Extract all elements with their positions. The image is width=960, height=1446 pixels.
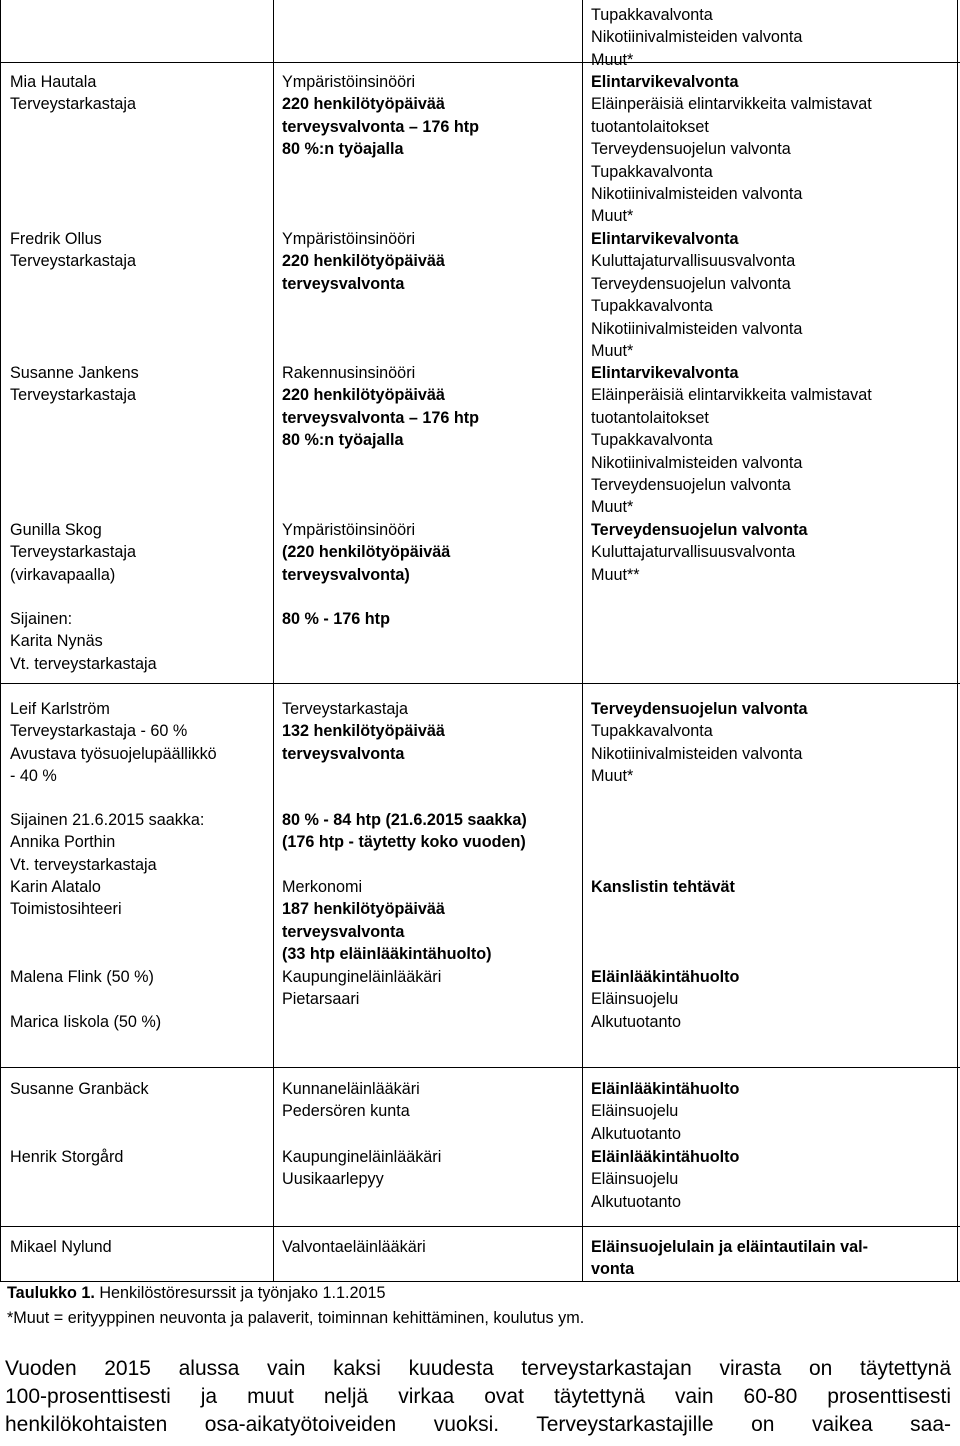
- resource-line: Rakennusinsinööri: [282, 364, 416, 382]
- duties-cell: [591, 228, 802, 362]
- table-left-border: [0, 0, 1, 1282]
- staff-title: Avustava työsuojelupäällikkö: [10, 744, 217, 763]
- staff-substitute-label: Sijainen 21.6.2015 saakka:: [10, 811, 205, 829]
- duty-line: Muut*: [591, 207, 634, 226]
- staff-cell: [10, 608, 157, 675]
- duty-line: Elintarvikevalvonta: [591, 73, 739, 91]
- staff-substitute-label: Sijainen:: [10, 610, 73, 628]
- duty-line: vonta: [591, 1260, 635, 1279]
- duty-line: Muut*: [591, 498, 634, 517]
- resource-cell: [282, 228, 445, 295]
- staff-title: Terveystarkastaja: [10, 95, 136, 114]
- staff-title: Toimistosihteeri: [10, 900, 122, 919]
- resource-cell: [282, 519, 450, 586]
- resource-cell: [282, 966, 441, 1011]
- resource-line: 132 henkilötyöpäivää: [282, 722, 445, 741]
- duty-line: Nikotiinivalmisteiden valvonta: [591, 28, 803, 47]
- resource-line: terveysvalvonta – 176 htp: [282, 117, 480, 136]
- duty-line: Muut*: [591, 50, 634, 69]
- resource-cell: [282, 876, 492, 966]
- resource-cell: [282, 809, 527, 854]
- staff-cell: [10, 1236, 112, 1258]
- resource-line: Kaupungineläinlääkäri: [282, 968, 442, 986]
- staff-cell: [10, 71, 136, 116]
- resource-cell: [282, 1078, 420, 1123]
- duty-line: Eläinsuojelulain ja eläintautilain val-: [591, 1238, 869, 1256]
- staff-name: Karin Alatalo: [10, 878, 101, 896]
- duties-cell: [591, 1236, 868, 1281]
- duty-line: Eläinperäisiä elintarvikkeita valmistavat: [591, 386, 872, 405]
- duty-line: Elintarvikevalvonta: [591, 230, 739, 248]
- resource-line: 80 % - 84 htp (21.6.2015 saakka): [282, 811, 527, 829]
- resource-line: 220 henkilötyöpäivää: [282, 95, 445, 114]
- staff-name: Mikael Nylund: [10, 1238, 112, 1256]
- resource-line: 220 henkilötyöpäivää: [282, 386, 445, 405]
- duty-line: Terveydensuojelun valvonta: [591, 700, 808, 718]
- duty-line: Eläinsuojelu: [591, 990, 679, 1009]
- duty-line: tuotantolaitokset: [591, 408, 709, 427]
- resource-line: 220 henkilötyöpäivää: [282, 252, 445, 271]
- resource-cell: [282, 1146, 441, 1191]
- body-paragraph-line: Vuoden 2015 alussa vain kaksi kuudesta terveystarkastajan virasta on täytettynä: [5, 1357, 951, 1380]
- table-right-border: [957, 0, 958, 1282]
- duty-line: Kuluttajaturvallisuusvalvonta: [591, 543, 796, 562]
- resource-line: terveysvalvonta: [282, 922, 405, 941]
- duty-line: Nikotiinivalmisteiden valvonta: [591, 319, 803, 338]
- duties-cell: [591, 4, 802, 71]
- staff-title: Terveystarkastaja: [10, 386, 136, 405]
- staff-cell: [10, 698, 217, 788]
- table-divider-2: [0, 683, 960, 684]
- resource-line: Kaupungineläinlääkäri: [282, 1148, 442, 1166]
- duty-line: Muut*: [591, 767, 634, 786]
- staff-note: (virkavapaalla): [10, 565, 116, 584]
- resource-line: Uusikaarlepyy: [282, 1170, 384, 1189]
- resource-line: Pietarsaari: [282, 990, 360, 1009]
- resource-line: Kunnaneläinlääkäri: [282, 1080, 420, 1098]
- resource-line: 80 % - 176 htp: [282, 610, 390, 628]
- table-divider-4: [0, 1226, 960, 1227]
- staff-name: Mia Hautala: [10, 73, 97, 91]
- resource-line: terveysvalvonta – 176 htp: [282, 408, 480, 427]
- duty-line: Tupakkavalvonta: [591, 162, 713, 181]
- duty-line: Nikotiinivalmisteiden valvonta: [591, 185, 803, 204]
- duty-line: Tupakkavalvonta: [591, 722, 713, 741]
- staff-cell: [10, 519, 136, 586]
- resource-line: Merkonomi: [282, 878, 363, 896]
- table-column-divider-1: [273, 0, 274, 1282]
- resource-line: Terveystarkastaja: [282, 700, 408, 718]
- staff-cell: [10, 228, 136, 273]
- table-divider-1: [0, 62, 960, 63]
- resource-line: 80 %:n työajalla: [282, 140, 404, 159]
- duty-line: Terveydensuojelun valvonta: [591, 274, 791, 293]
- staff-name: Gunilla Skog: [10, 521, 102, 539]
- duties-cell: [591, 966, 739, 1033]
- staff-title: Vt. terveystarkastaja: [10, 654, 157, 673]
- resource-line: Valvontaeläinlääkäri: [282, 1238, 426, 1256]
- duty-line: Muut**: [591, 565, 640, 584]
- resource-cell: [282, 608, 390, 630]
- resource-line: (220 henkilötyöpäivää: [282, 543, 451, 562]
- staff-cell: [10, 876, 122, 921]
- resource-line: Ympäristöinsinööri: [282, 230, 416, 248]
- staff-title: Terveystarkastaja: [10, 252, 136, 271]
- staff-title: Terveystarkastaja: [10, 543, 136, 562]
- staff-cell: [10, 1078, 149, 1100]
- duty-line: Tupakkavalvonta: [591, 6, 713, 24]
- staff-cell: [10, 809, 204, 876]
- table-column-divider-2: [582, 0, 583, 1282]
- duty-line: Alkutuotanto: [591, 1012, 681, 1031]
- body-paragraph-line: 100-prosenttisesti ja muut neljä virkaa ovat täytettynä vain 60-80 prosenttisesti: [5, 1385, 951, 1408]
- duty-line: Eläinperäisiä elintarvikkeita valmistavat: [591, 95, 872, 114]
- duty-line: tuotantolaitokset: [591, 117, 709, 136]
- duty-line: Nikotiinivalmisteiden valvonta: [591, 744, 803, 763]
- table-caption-label: Taulukko 1.: [7, 1284, 95, 1302]
- resource-line: Pedersören kunta: [282, 1102, 410, 1121]
- staff-name: Karita Nynäs: [10, 632, 103, 651]
- table-caption: [7, 1282, 386, 1304]
- resource-line: terveysvalvonta: [282, 274, 405, 293]
- resource-line: terveysvalvonta: [282, 744, 405, 763]
- staff-name: Henrik Storgård: [10, 1148, 124, 1166]
- staff-name: Susanne Jankens: [10, 364, 139, 382]
- staff-cell: [10, 362, 139, 407]
- duty-line: Elintarvikevalvonta: [591, 364, 739, 382]
- resource-line: 187 henkilötyöpäivää: [282, 900, 445, 919]
- duties-cell: [591, 71, 872, 228]
- duty-line: Terveydensuojelun valvonta: [591, 521, 808, 539]
- duty-line: Muut*: [591, 342, 634, 361]
- duty-line: Eläinlääkintähuolto: [591, 968, 740, 986]
- table-footnote: *Muut = erityyppinen neuvonta ja palaverit, toiminnan kehittäminen, koulutus ym.: [7, 1309, 585, 1327]
- body-paragraph-line: henkilökohtaisten osa-aikatyötoiveiden vuoksi. Terveystarkastajille on vaikea saa-: [5, 1413, 951, 1436]
- resource-cell: [282, 362, 479, 452]
- duty-line: Kuluttajaturvallisuusvalvonta: [591, 252, 796, 271]
- staff-title: - 40 %: [10, 767, 57, 786]
- resource-line: 80 %:n työajalla: [282, 431, 404, 450]
- duty-line: Kanslistin tehtävät: [591, 878, 735, 896]
- duty-line: Alkutuotanto: [591, 1192, 681, 1211]
- staff-name: Fredrik Ollus: [10, 230, 102, 248]
- duty-line: Eläinsuojelu: [591, 1102, 679, 1121]
- duties-cell: [591, 698, 808, 788]
- staff-name: Marica Iiskola (50 %): [10, 1012, 162, 1031]
- staff-name: Annika Porthin: [10, 833, 116, 852]
- duty-line: Eläinlääkintähuolto: [591, 1080, 740, 1098]
- staff-title: Vt. terveystarkastaja: [10, 855, 157, 874]
- staff-name: Susanne Granbäck: [10, 1080, 149, 1098]
- duty-line: Tupakkavalvonta: [591, 431, 713, 450]
- staff-cell: [10, 1146, 123, 1168]
- duties-cell: [591, 1078, 739, 1145]
- duty-line: Terveydensuojelun valvonta: [591, 140, 791, 159]
- duty-line: Terveydensuojelun valvonta: [591, 476, 791, 495]
- duties-cell: [591, 876, 735, 898]
- resource-line: Ympäristöinsinööri: [282, 73, 416, 91]
- duties-cell: [591, 519, 808, 586]
- resource-line: (33 htp eläinlääkintähuolto): [282, 945, 492, 964]
- table-caption-text: Henkilöstöresurssit ja työnjako 1.1.2015: [94, 1284, 386, 1302]
- staff-name: Leif Karlström: [10, 700, 110, 718]
- resource-cell: [282, 698, 445, 765]
- duty-line: Nikotiinivalmisteiden valvonta: [591, 453, 803, 472]
- staff-name: Malena Flink (50 %): [10, 968, 154, 986]
- duty-line: Eläinsuojelu: [591, 1170, 679, 1189]
- table-divider-3: [0, 1067, 960, 1068]
- staff-title: Terveystarkastaja - 60 %: [10, 722, 188, 741]
- staff-spacer: [10, 988, 161, 1010]
- resource-cell: [282, 71, 479, 161]
- duty-line: Eläinlääkintähuolto: [591, 1148, 740, 1166]
- resource-line: (176 htp - täytetty koko vuoden): [282, 833, 526, 852]
- duties-cell: [591, 1146, 739, 1213]
- resource-line: terveysvalvonta): [282, 565, 410, 584]
- duty-line: Alkutuotanto: [591, 1124, 681, 1143]
- resource-line: Ympäristöinsinööri: [282, 521, 416, 539]
- staff-cell: [10, 966, 161, 1033]
- duty-line: Tupakkavalvonta: [591, 297, 713, 316]
- resource-cell: [282, 1236, 426, 1258]
- duties-cell: [591, 362, 872, 519]
